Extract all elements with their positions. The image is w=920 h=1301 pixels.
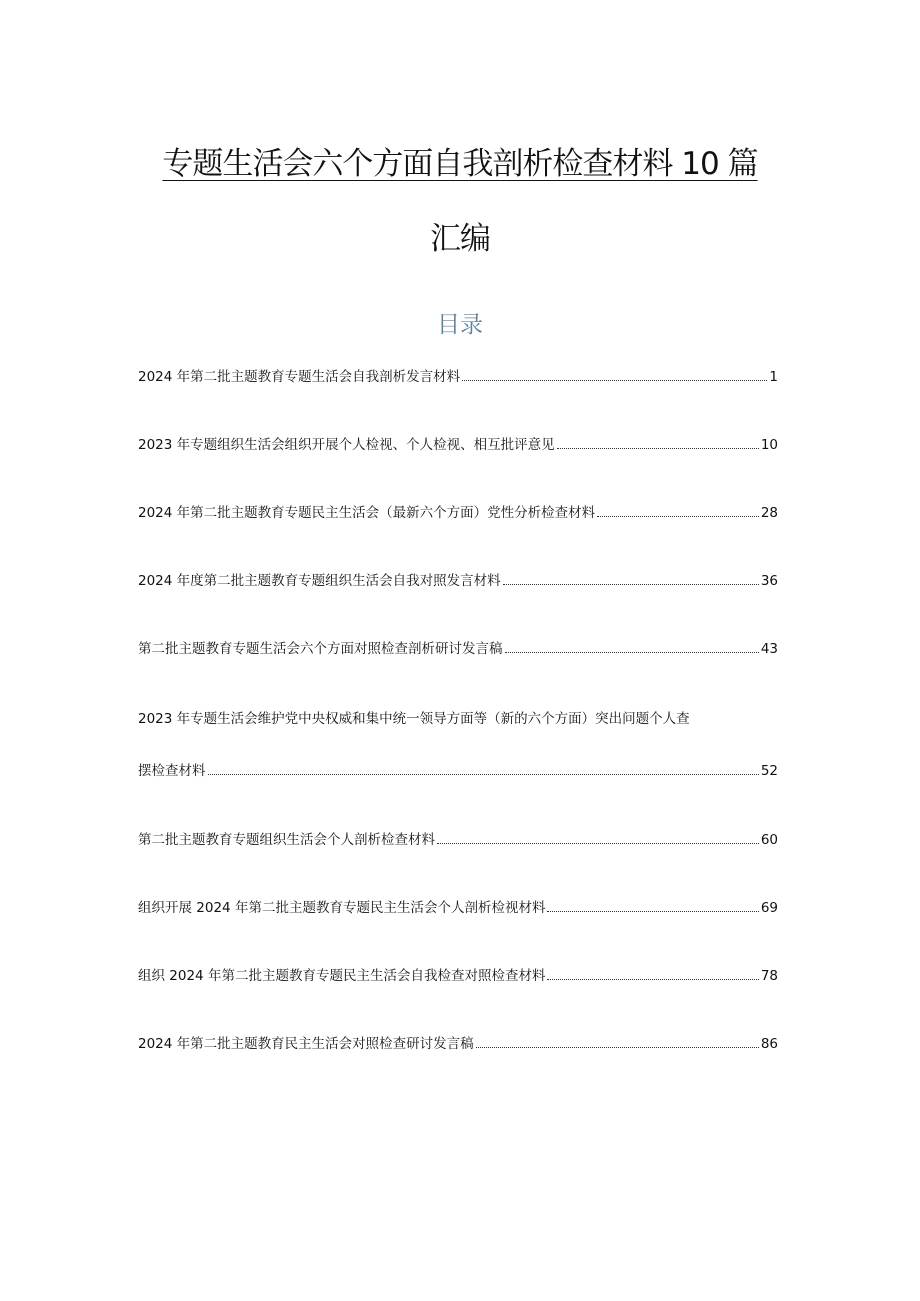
toc-entry-text: 组织开展 2024 年第二批主题教育专题民主生活会个人剖析检视材料: [138, 900, 546, 916]
toc-entry[interactable]: [138, 433, 778, 453]
toc-page-number: 86: [760, 1036, 778, 1052]
toc-dot-leader: [462, 380, 767, 381]
toc-entry-text: 组织 2024 年第二批主题教育专题民主生活会自我检查对照检查材料: [138, 968, 546, 984]
toc-page-number: 78: [760, 968, 778, 984]
toc-entry[interactable]: [138, 365, 778, 385]
toc-entry-text: 摆检查材料: [138, 763, 206, 779]
toc-entry[interactable]: [138, 1032, 778, 1052]
toc-entry-wrapped-first-line[interactable]: 2023 年专题生活会维护党中央权威和集中统一领导方面等（新的六个方面）突出问题个人查: [138, 711, 690, 727]
toc-dot-leader: [503, 584, 759, 585]
toc-entry-text: 2024 年第二批主题教育专题生活会自我剖析发言材料: [138, 369, 461, 385]
toc-dot-leader: [505, 652, 759, 653]
toc-dot-leader: [547, 911, 758, 912]
toc-page-number: 36: [760, 573, 778, 589]
toc-entry[interactable]: [138, 964, 778, 984]
toc-entry[interactable]: [138, 637, 778, 657]
toc-entry[interactable]: [138, 501, 778, 521]
document-title-line-1: [0, 138, 920, 183]
toc-entry[interactable]: [138, 569, 778, 589]
toc-dot-leader: [547, 979, 758, 980]
toc-dot-leader: [597, 516, 759, 517]
toc-dot-leader: [208, 774, 759, 775]
toc-heading: 目录: [437, 312, 483, 338]
toc-entry-text: 2024 年第二批主题教育民主生活会对照检查研讨发言稿: [138, 1036, 474, 1052]
toc-page-number: 28: [760, 505, 778, 521]
toc-entry[interactable]: [138, 896, 778, 916]
toc-entry-text: 2024 年第二批主题教育专题民主生活会（最新六个方面）党性分析检查材料: [138, 505, 596, 521]
toc-page-number: 43: [760, 641, 778, 657]
toc-page-number: 69: [760, 900, 778, 916]
toc-entry[interactable]: [138, 828, 778, 848]
toc-entry-text: 第二批主题教育专题组织生活会个人剖析检查材料: [138, 832, 435, 848]
toc-entry-text: 2023 年专题组织生活会组织开展个人检视、个人检视、相互批评意见: [138, 437, 555, 453]
toc-entry[interactable]: [138, 759, 778, 779]
toc-dot-leader: [476, 1047, 759, 1048]
toc-page-number: 10: [760, 437, 778, 453]
document-title-text: 专题生活会六个方面自我剖析检查材料 10 篇: [162, 146, 758, 182]
toc-dot-leader: [437, 843, 759, 844]
toc-page-number: 1: [769, 369, 778, 385]
toc-page-number: 52: [760, 763, 778, 779]
toc-entry-text: 2024 年度第二批主题教育专题组织生活会自我对照发言材料: [138, 573, 501, 589]
toc-page-number: 60: [760, 832, 778, 848]
document-title-line-2: 汇编: [430, 221, 490, 257]
toc-dot-leader: [557, 448, 759, 449]
toc-entry-text: 第二批主题教育专题生活会六个方面对照检查剖析研讨发言稿: [138, 641, 503, 657]
